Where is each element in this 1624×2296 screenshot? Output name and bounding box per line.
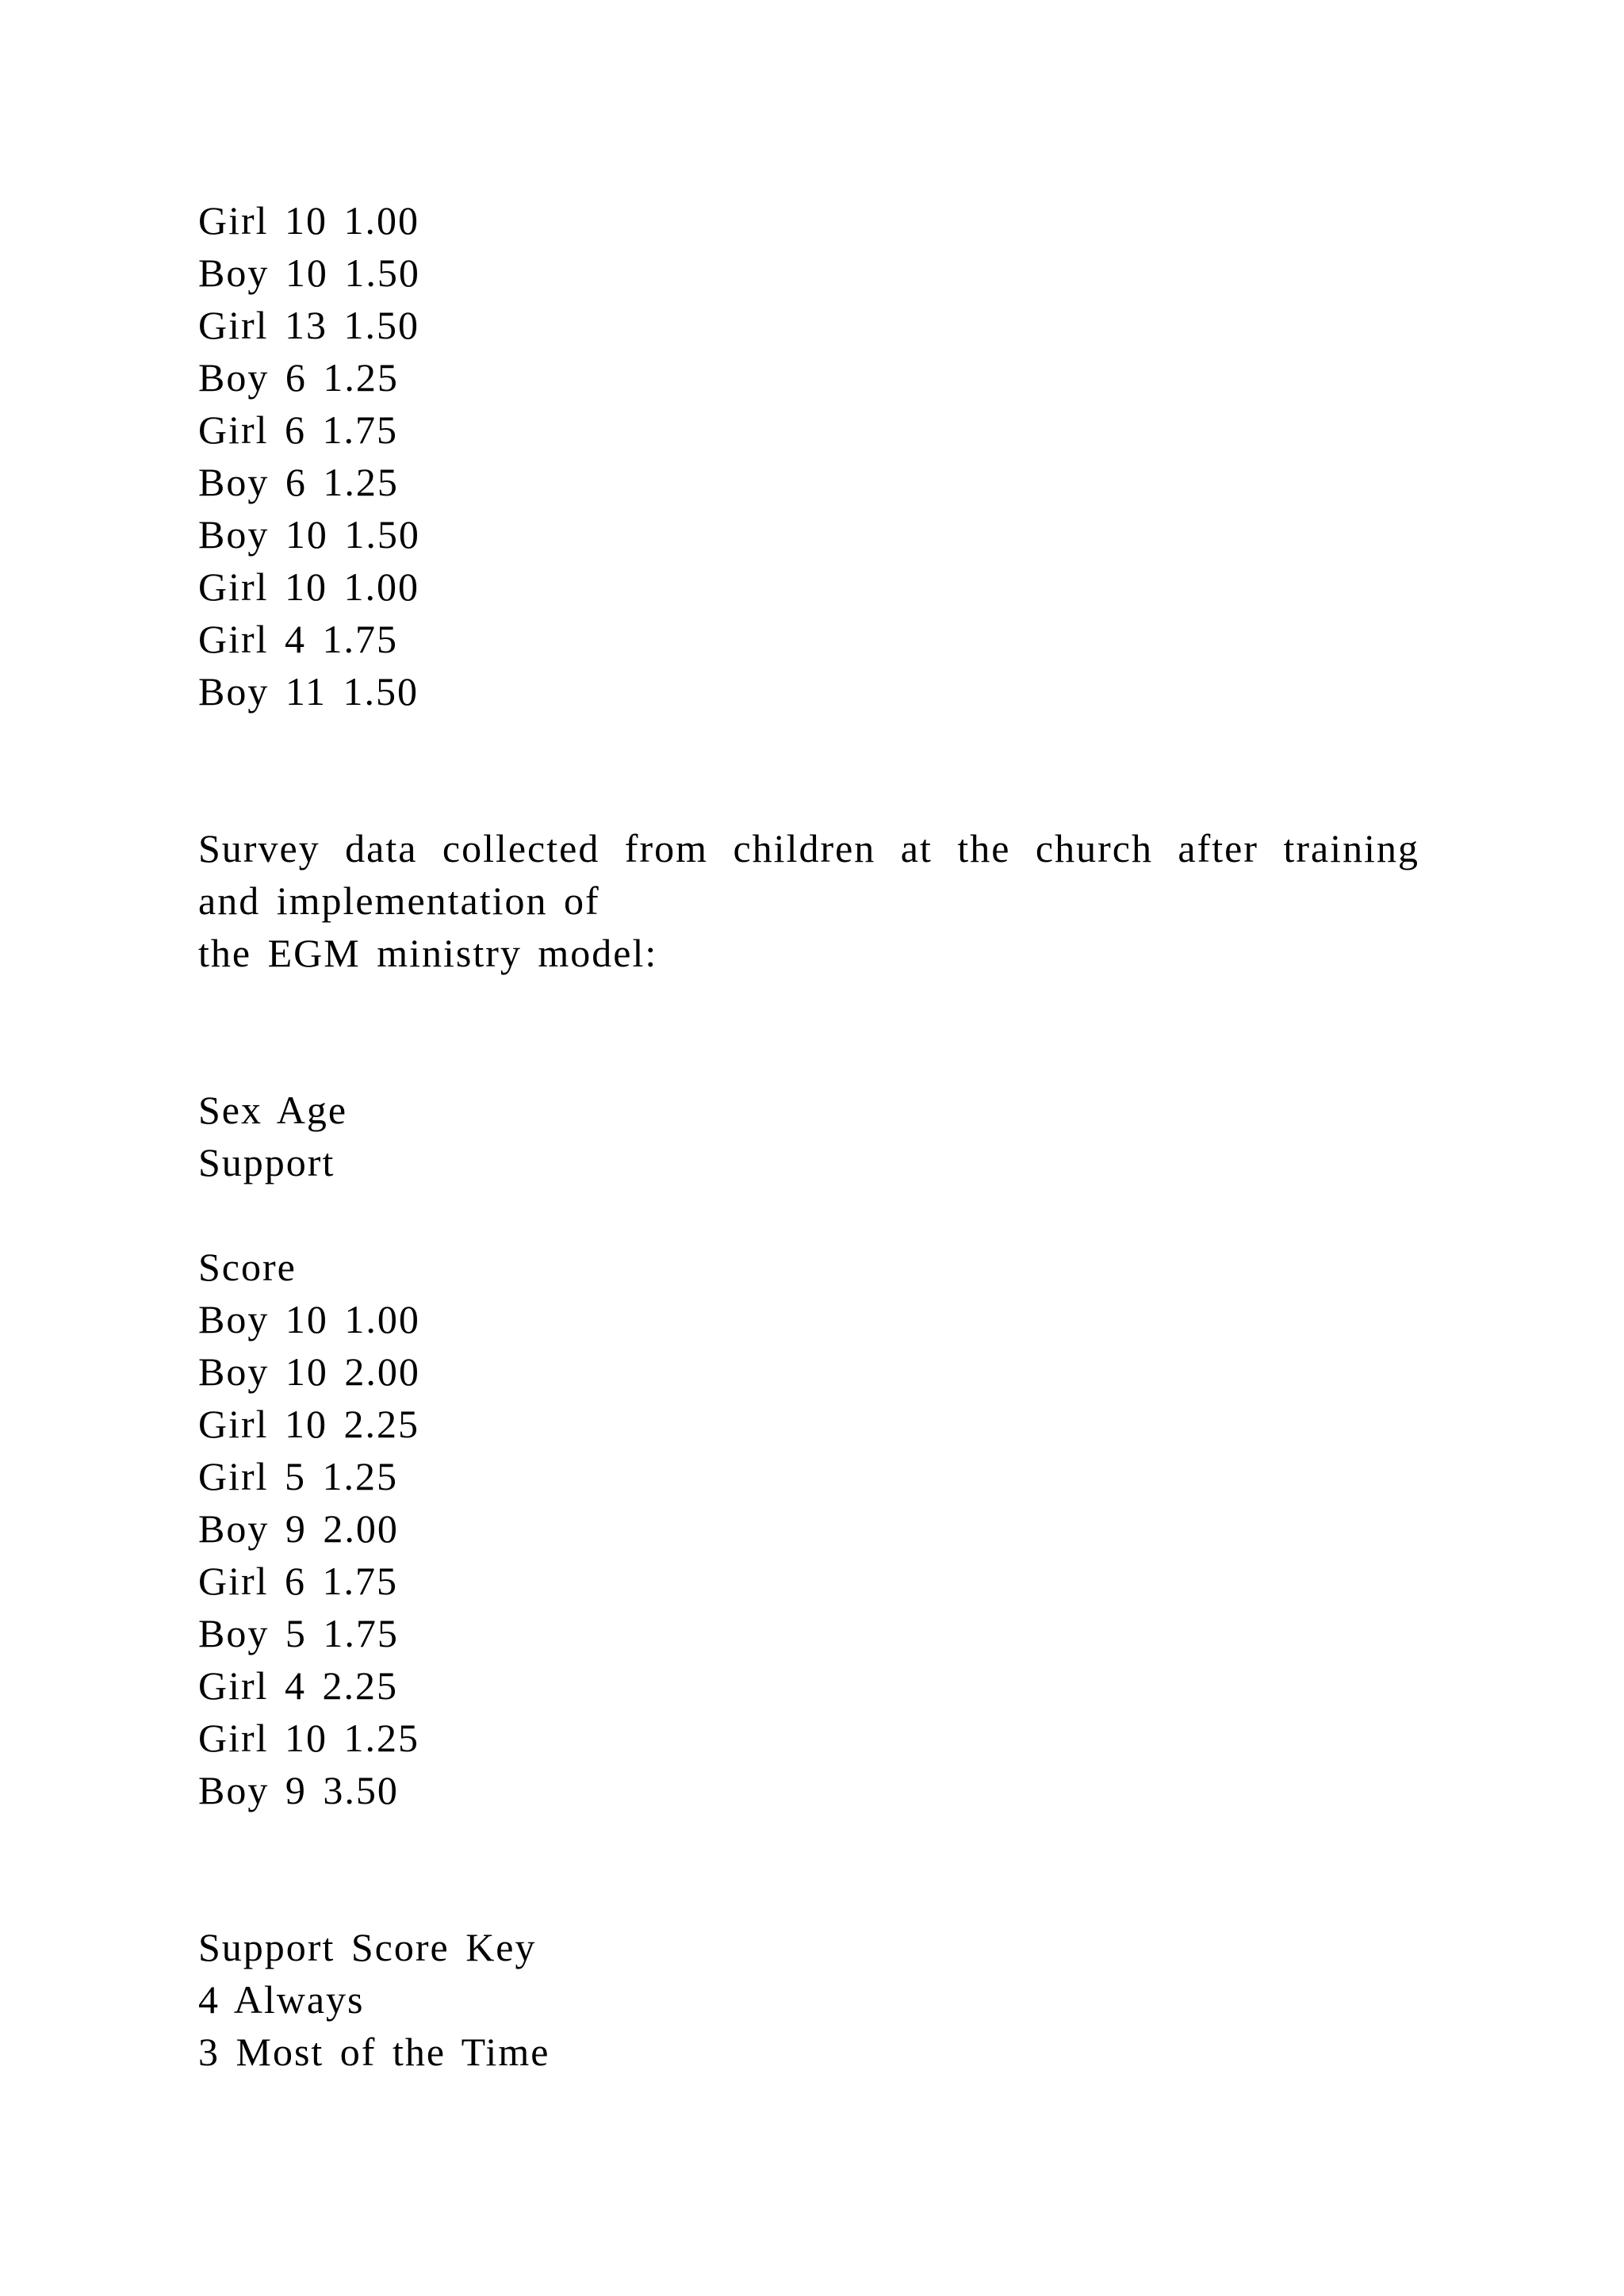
data-row: Boy 6 1.25: [198, 460, 399, 504]
intro-paragraph: [198, 822, 1419, 979]
data-row: Boy 10 1.50: [198, 512, 420, 557]
data-row: Boy 10 1.00: [198, 1297, 420, 1341]
header-sex-age: Sex Age: [198, 1088, 348, 1132]
data-row: Girl 6 1.75: [198, 1559, 399, 1603]
data-row: Boy 5 1.75: [198, 1611, 399, 1655]
spacer: [198, 1188, 1419, 1241]
data-row: Boy 6 1.25: [198, 355, 399, 400]
intro-line: Survey data collected from children at the church after training: [198, 826, 1419, 871]
support-score-key: [198, 1921, 1419, 2078]
data-row: Girl 13 1.50: [198, 303, 420, 347]
data-row: Boy 11 1.50: [198, 669, 419, 714]
data-row: Girl 10 1.00: [198, 564, 420, 609]
data-row: Girl 4 2.25: [198, 1663, 399, 1708]
key-title: Support Score Key: [198, 1925, 537, 1969]
key-item: 4 Always: [198, 1977, 365, 2022]
data-row: Girl 10 1.00: [198, 198, 420, 243]
spacer: [198, 1816, 1419, 1921]
survey-data-before: [198, 194, 1419, 718]
data-row: Girl 10 1.25: [198, 1716, 420, 1760]
data-row: Boy 9 2.00: [198, 1506, 399, 1551]
header-support: Support: [198, 1140, 335, 1184]
data-row: Girl 6 1.75: [198, 408, 399, 452]
spacer: [198, 979, 1419, 1084]
header-score: Score: [198, 1245, 297, 1289]
spacer: [198, 718, 1419, 822]
column-header: [198, 1084, 1419, 1293]
data-row: Boy 10 1.50: [198, 251, 420, 295]
data-row: Girl 10 2.25: [198, 1402, 420, 1446]
intro-line: the EGM ministry model:: [198, 931, 658, 975]
document-page: [198, 194, 1419, 2078]
data-row: Girl 4 1.75: [198, 617, 399, 661]
survey-data-after: [198, 1293, 1419, 1816]
key-item: 3 Most of the Time: [198, 2030, 550, 2074]
data-row: Girl 5 1.25: [198, 1454, 399, 1498]
data-row: Boy 9 3.50: [198, 1768, 399, 1812]
data-row: Boy 10 2.00: [198, 1349, 420, 1394]
intro-line: and implementation of: [198, 878, 600, 923]
